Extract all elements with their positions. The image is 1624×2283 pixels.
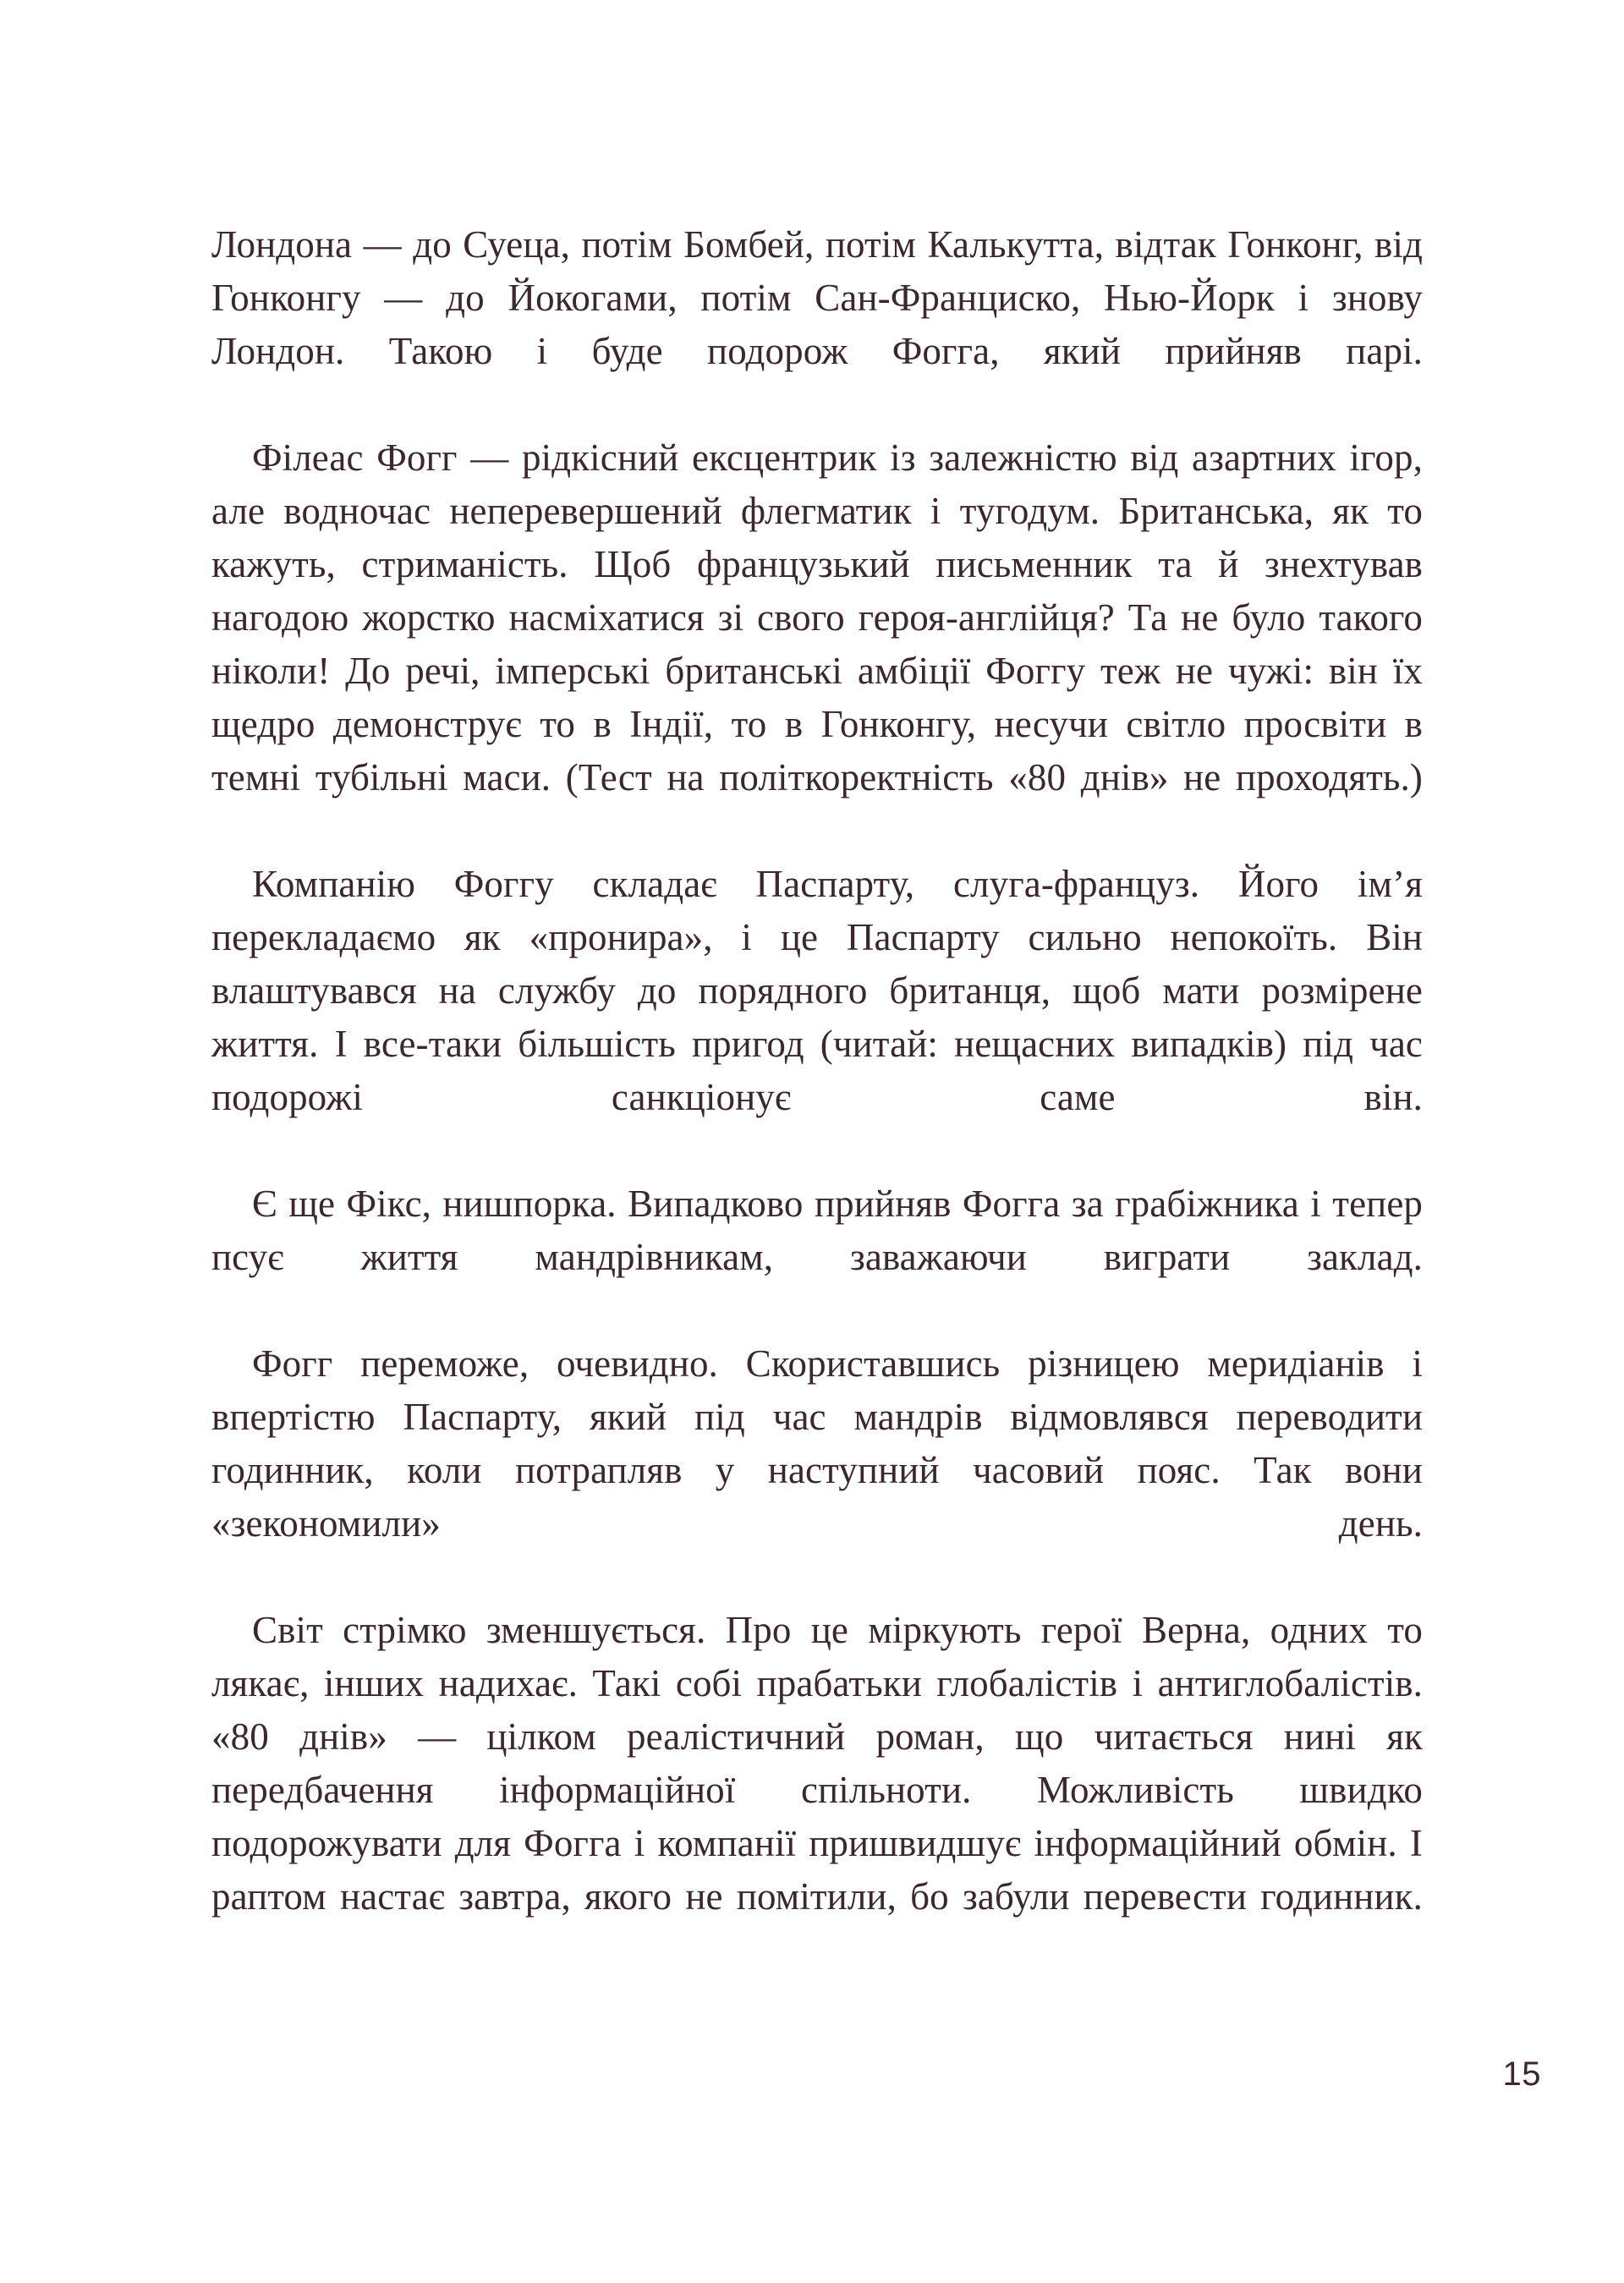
body-text-block xyxy=(211,218,1423,1977)
paragraph: Філеас Фогг — рідкісний ексцентрик із залежністю від азартних ігор, але водночас неперевершений флегматик і тугодум. Британська, як то кажуть, стриманість. Щоб французький письменник та й знехтував нагодою жорстко насміхатися зі свого героя-англійця? Та не було такого ніколи! До речі, імперські британські амбіції Фоггу теж не чужі: він їх щедро демонструє то в Індії, то в Гонконгу, несучи світло просвіти в темні тубільні маси. (Тест на політкоректність «80 днів» не проходять.) xyxy=(211,436,1423,799)
paragraph: Є ще Фікс, нишпорка. Випадково прийняв Фогга за грабіжника і тепер псує життя мандрівникам, заважаючи виграти заклад. xyxy=(211,1183,1423,1278)
paragraph: Фогг переможе, очевидно. Скориставшись різницею меридіанів і впертістю Паспарту, який під час мандрів відмовлявся переводити годинник, коли потрапляв у наступний часовий пояс. Так вони «зекономили» день. xyxy=(211,1342,1423,1545)
paragraph: Компанію Фоггу складає Паспарту, слуга-француз. Його ім’я перекладаємо як «пронира», і це Паспарту сильно непокоїть. Він влаштувався на службу до порядного британця, щоб мати розмірене життя. І все-таки більшість пригод (читай: нещасних випадків) під час подорожі санкціонує саме він. xyxy=(211,863,1423,1118)
page-number: 15 xyxy=(1502,2055,1541,2093)
paragraph: Лондона — до Суеца, потім Бомбей, потім Калькутта, відтак Гонконг, від Гонконгу — до Йокогами, потім Сан-Франциско, Нью-Йорк і знову Лондон. Такою і буде подорож Фогга, який прийняв парі. xyxy=(211,223,1423,372)
paragraph: Світ стрімко зменшується. Про це міркують герої Верна, одних то лякає, інших надихає. Такі собі прабатьки глобалістів і антиглобалістів. «80 днів» — цілком реалістичний роман, що читається нині як передбачення інформаційної спільноти. Можливість швидко подорожувати для Фогга і компанії пришвидшує інформаційний обмін. І раптом настає завтра, якого не помітили, бо забули перевести годинник. xyxy=(211,1609,1423,1918)
